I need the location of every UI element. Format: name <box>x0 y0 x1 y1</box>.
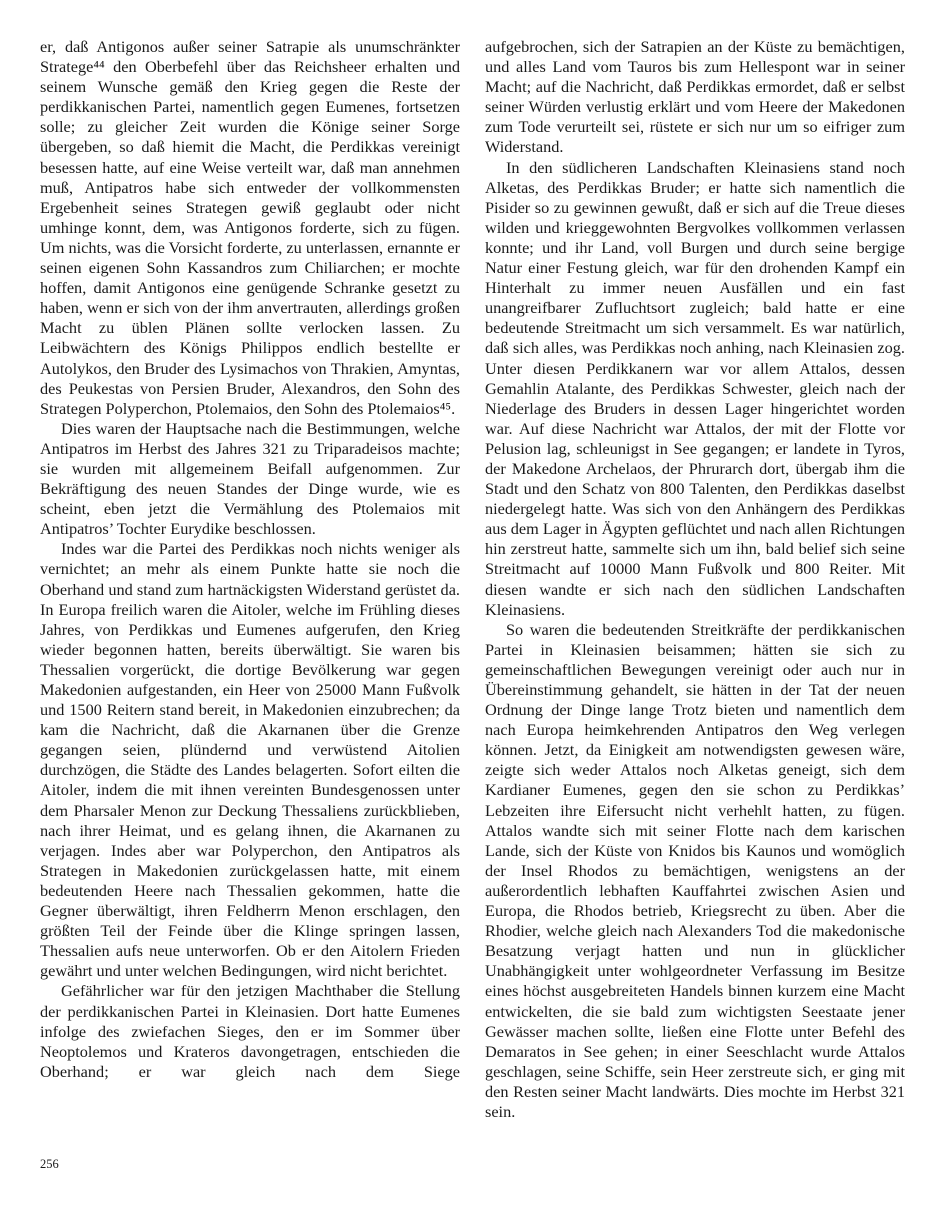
left-column <box>40 37 460 1122</box>
paragraph-continuation-top-left: er, daß Antigonos außer seiner Satrapie als unumschränkter Stratege⁴⁴ den Oberbefehl über das Reichsheer erhalten und seinem Wunsche gemäß den Krieg gegen die Reste der perdikkanischen Partei, namentlich gegen Eumenes, fortsetzen solle; zu gleicher Zeit wurden die Könige seiner Sorge übergeben, so daß hiemit die Macht, die Perdikkas vereinigt besessen hatte, auf eine Weise verteilt war, daß man annehmen muß, Antipatros habe sich entweder der vollkommensten Ergebenheit seines Strategen gewiß geglaubt oder nicht umhinge konnt, dem, was Antigonos forderte, sich zu fügen. Um nichts, was die Vorsicht forderte, zu unterlassen, ernannte er seinen eigenen Sohn Kassandros zum Chiliarchen; er mochte hoffen, damit Antigonos eine genügende Schranke gesetzt zu haben, wenn er sich von der ihm anvertrauten, allerdings großen Macht zu üblen Plänen sollte verlocken lassen. Zu Leibwächtern des Königs Philippos endlich bestellte er Autolykos, den Bruder des Lysimachos von Thrakien, Amyntas, des Peukestas von Persien Bruder, Alexandros, den Sohn des Strategen Polyperchon, Ptolemaios, den Sohn des Ptolemaios⁴⁵. <box>40 37 460 418</box>
paragraph-alketas: In den südlicheren Landschaften Kleinasiens stand noch Alketas, des Perdikkas Bruder; er hatte sich namentlich die Pisider so zu gewinnen gewußt, daß er sich auf die Treue dieses wilden und krieggewohnten Bergvolkes vollkommen verlassen konnte; und ihr Land, voll Burgen und durch seine bergige Natur einer Festung gleich, war für den drohenden Kampf ein Hinterhalt zu immer neuen Ausfällen und ein fast unangreifbarer Zufluchtsort zugleich; bald hatte er eine bedeutende Streitmacht um sich versammelt. Es war natürlich, daß sich alles, was Perdikkas noch anhing, nach Kleinasien zog. Unter diesen Perdikkanern war vor allem Attalos, dessen Gemahlin Atalante, des Perdikkas Schwester, gleich nach der Niederlage des Bruders in dessen Lager hingerichtet worden war. Auf diese Nachricht war Attalos, der mit der Flotte vor Pelusion lag, schleunigst in See gegangen; er landete in Tyros, der Makedone Archelaos, der Phrurarch dort, übergab ihm die Stadt und den Schatz von 800 Talenten, den Perdikkas daselbst niedergelegt hatte. Was sich von den Anhängern des Perdikkas aus dem Lager in Ägypten geflüchtet und nach allen Richtungen hin zerstreut hatte, sammelte sich um ihn, bald belief sich seine Streitmacht auf 10000 Mann Fußvolk und 800 Reiter. Mit diesen wandte er sich nach den südlichen Landschaften Kleinasiens. <box>485 157 906 619</box>
paragraph-continuation-top-right: aufgebrochen, sich der Satrapien an der Küste zu bemächtigen, und alles Land vom Tauros bis zum Hellespont war in seiner Macht; auf die Nachricht, daß Perdikkas ermordet, daß er selbst seiner Würden verlustig erklärt und vom Heere der Makedonen zum Tode verurteilt sei, rüstete er sich nur um so eifriger zum Widerstand. <box>485 37 905 157</box>
paragraph-aitoler: Indes war die Partei des Perdikkas noch nichts weniger als vernichtet; an mehr als einem Punkte hatte sie noch die Oberhand und stand zum hartnäckigsten Widerstand gerüstet da. In Europa freilich waren die Aitoler, welche im Frühling dieses Jahres, von Perdikkas und Eumenes aufgerufen, den Krieg wieder begonnen hatten, bereits überwältigt. Sie waren bis Thessalien vorgerückt, die dortige Bevölkerung war gegen Makedonien aufgestanden, ein Heer von 25000 Mann Fußvolk und 1500 Reitern stand bereit, in Makedonien einzubrechen; da kam die Nachricht, daß die Akarnanen über die Grenze gegangen seien, plündernd und verwüstend Aitolien durchzögen, die Städte des Landes belagerten. Sofort eilten die Aitoler, indem die mit ihnen vereinten Bundesgenossen unter dem Pharsaler Menon zur Deckung Thessaliens zurückblieben, nach ihrer Heimat, und es gelang ihnen, die Akarnanen zu verjagen. Indes aber war Polyperchon, den Antipatros als Strategen in Makedonien zurückgelassen hatte, mit einem bedeutenden Heere nach Thessalien gekommen, hatte die Gegner überwältigt, ihren Feldherrn Menon erschlagen, den größten Teil der Feinde über die Klinge springen lassen, Thessalien aufs neue unterworfen. Ob er den Aitolern Frieden gewährt und unter welchen Bedingungen, wird nicht berichtet. <box>40 539 460 981</box>
paragraph-triparadeisos: Dies waren der Hauptsache nach die Bestimmungen, welche Antipatros im Herbst des Jahres 321 zu Triparadeisos machte; sie wurden mit allgemeinem Beifall aufgenommen. Zur Bekräftigung des neuen Standes der Dinge wurde, wie es scheint, eben jetzt die Vermählung des Ptolemaios mit Antipatros’ Tochter Eurydike beschlossen. <box>40 418 460 539</box>
page-number: 256 <box>40 1157 59 1171</box>
right-column <box>485 37 905 1122</box>
paragraph-eumenes-start: Gefährlicher war für den jetzigen Machthaber die Stellung der perdikkanischen Partei in Kleinasien. Dort hatte Eumenes infolge des zwiefachen Sieges, den er im Sommer über Neoptolemos und Krateros davongetragen, entschieden die Oberhand; er war gleich nach dem Siege <box>40 981 460 1081</box>
paragraph-attalos-rhodos: So waren die bedeutenden Streitkräfte der perdikkanischen Partei in Kleinasien beisammen; hätten sie sich zu gemeinschaftlichen Bewegungen vereinigt oder auch nur in Übereinstimmung gehandelt, sie hätten in der Tat der neuen Ordnung der Dinge lange Trotz bieten und namentlich dem nach Europa heimkehrenden Antipatros den Weg verlegen können. Jetzt, da Einigkeit am notwendigsten gewesen wäre, zeigte sich weder Attalos noch Alketas geneigt, sich dem Kardianer Eumenes, gegen den sie schon zu Perdikkas’ Lebzeiten ihre Eifersucht nicht verhehlt hatten, zu fügen. Attalos wandte sich mit seiner Flotte nach dem karischen Lande, sich der Küste von Knidos bis Kaunos und womöglich der Insel Rhodos zu bemächtigen, wenigstens an der außerordentlich lebhaften Kauffahrtei zwischen Asien und Europa, die Rhodos betrieb, Kriegsrecht zu üben. Aber die Rhodier, welche gleich nach Alexanders Tod die makedonische Besatzung verjagt hatten und nun in glücklicher Unabhängigkeit unter wohlgeordneter Verfassung im Besitze eines höchst ausgebreiteten Handels binnen kurzem eine Macht entwickelten, die sie bald zum wichtigsten Seestaate jener Gewässer machen sollte, ließen eine Flotte unter Befehl des Demaratos in See gehen; in einer Seeschlacht wurde Attalos geschlagen, seine Schiffe, sein Heer zerstreute sich, er ging mit den Resten seiner Macht landwärts. Dies mochte im Herbst 321 sein. <box>485 619 905 1121</box>
